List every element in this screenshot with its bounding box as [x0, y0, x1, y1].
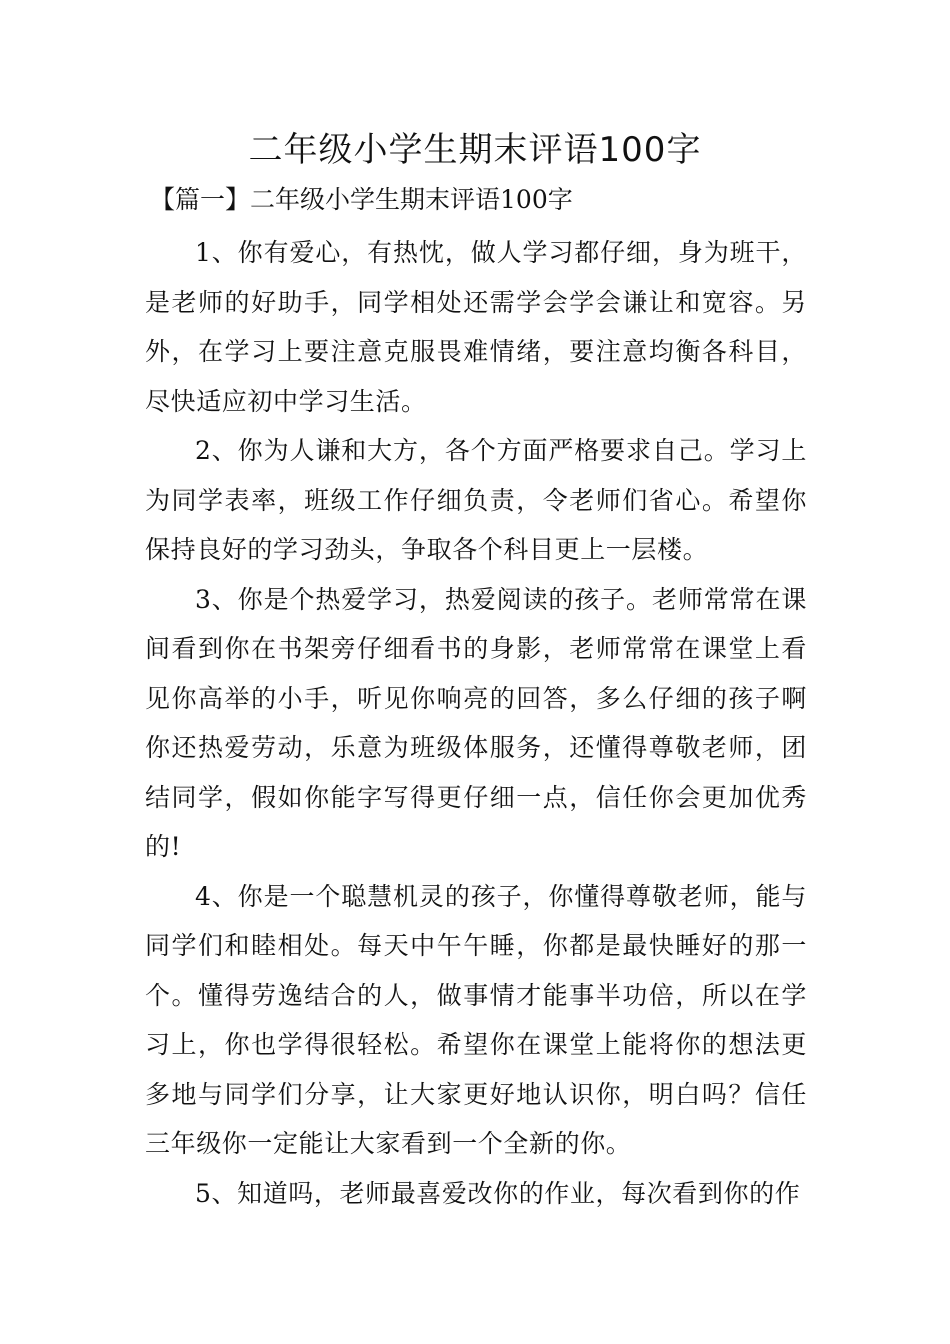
comment-paragraph-5: 5、知道吗，老师最喜爱改你的作业，每次看到你的作 [195, 1178, 801, 1208]
document-title: 二年级小学生期末评语100字 [248, 130, 702, 170]
comment-paragraph-1: 1、你有爱心，有热忱，做人学习都仔细，身为班干，是老师的好助手，同学相处还需学会学会谦让和宽容。另外，在学习上要注意克服畏难情绪，要注意均衡各科目，尽快适应初中学习生活。 [145, 238, 807, 416]
comment-paragraph-3: 3、你是个热爱学习，热爱阅读的孩子。老师常常在课间看到你在书架旁仔细看书的身影，老师常常在课堂上看见你高举的小手，听见你响亮的回答，多么仔细的孩子啊你还热爱劳动，乐意为班级体服务，还懂得尊敬老师，团结同学，假如你能字写得更仔细一点，信任你会更加优秀的! [145, 584, 807, 861]
document-body [145, 228, 807, 1218]
comment-paragraph-2: 2、你为人谦和大方，各个方面严格要求自己。学习上为同学表率，班级工作仔细负责，令老师们省心。希望你保持良好的学习劲头，争取各个科目更上一层楼。 [145, 436, 807, 564]
section-heading: 【篇一】二年级小学生期末评语100字 [150, 185, 573, 214]
comment-paragraph-4: 4、你是一个聪慧机灵的孩子，你懂得尊敬老师，能与同学们和睦相处。每天中午午睡，你都是最快睡好的那一个。懂得劳逸结合的人，做事情才能事半功倍，所以在学习上，你也学得很轻松。希望你在课堂上能将你的想法更多地与同学们分享，让大家更好地认识你，明白吗？信任三年级你一定能让大家看到一个全新的你。 [145, 881, 807, 1158]
